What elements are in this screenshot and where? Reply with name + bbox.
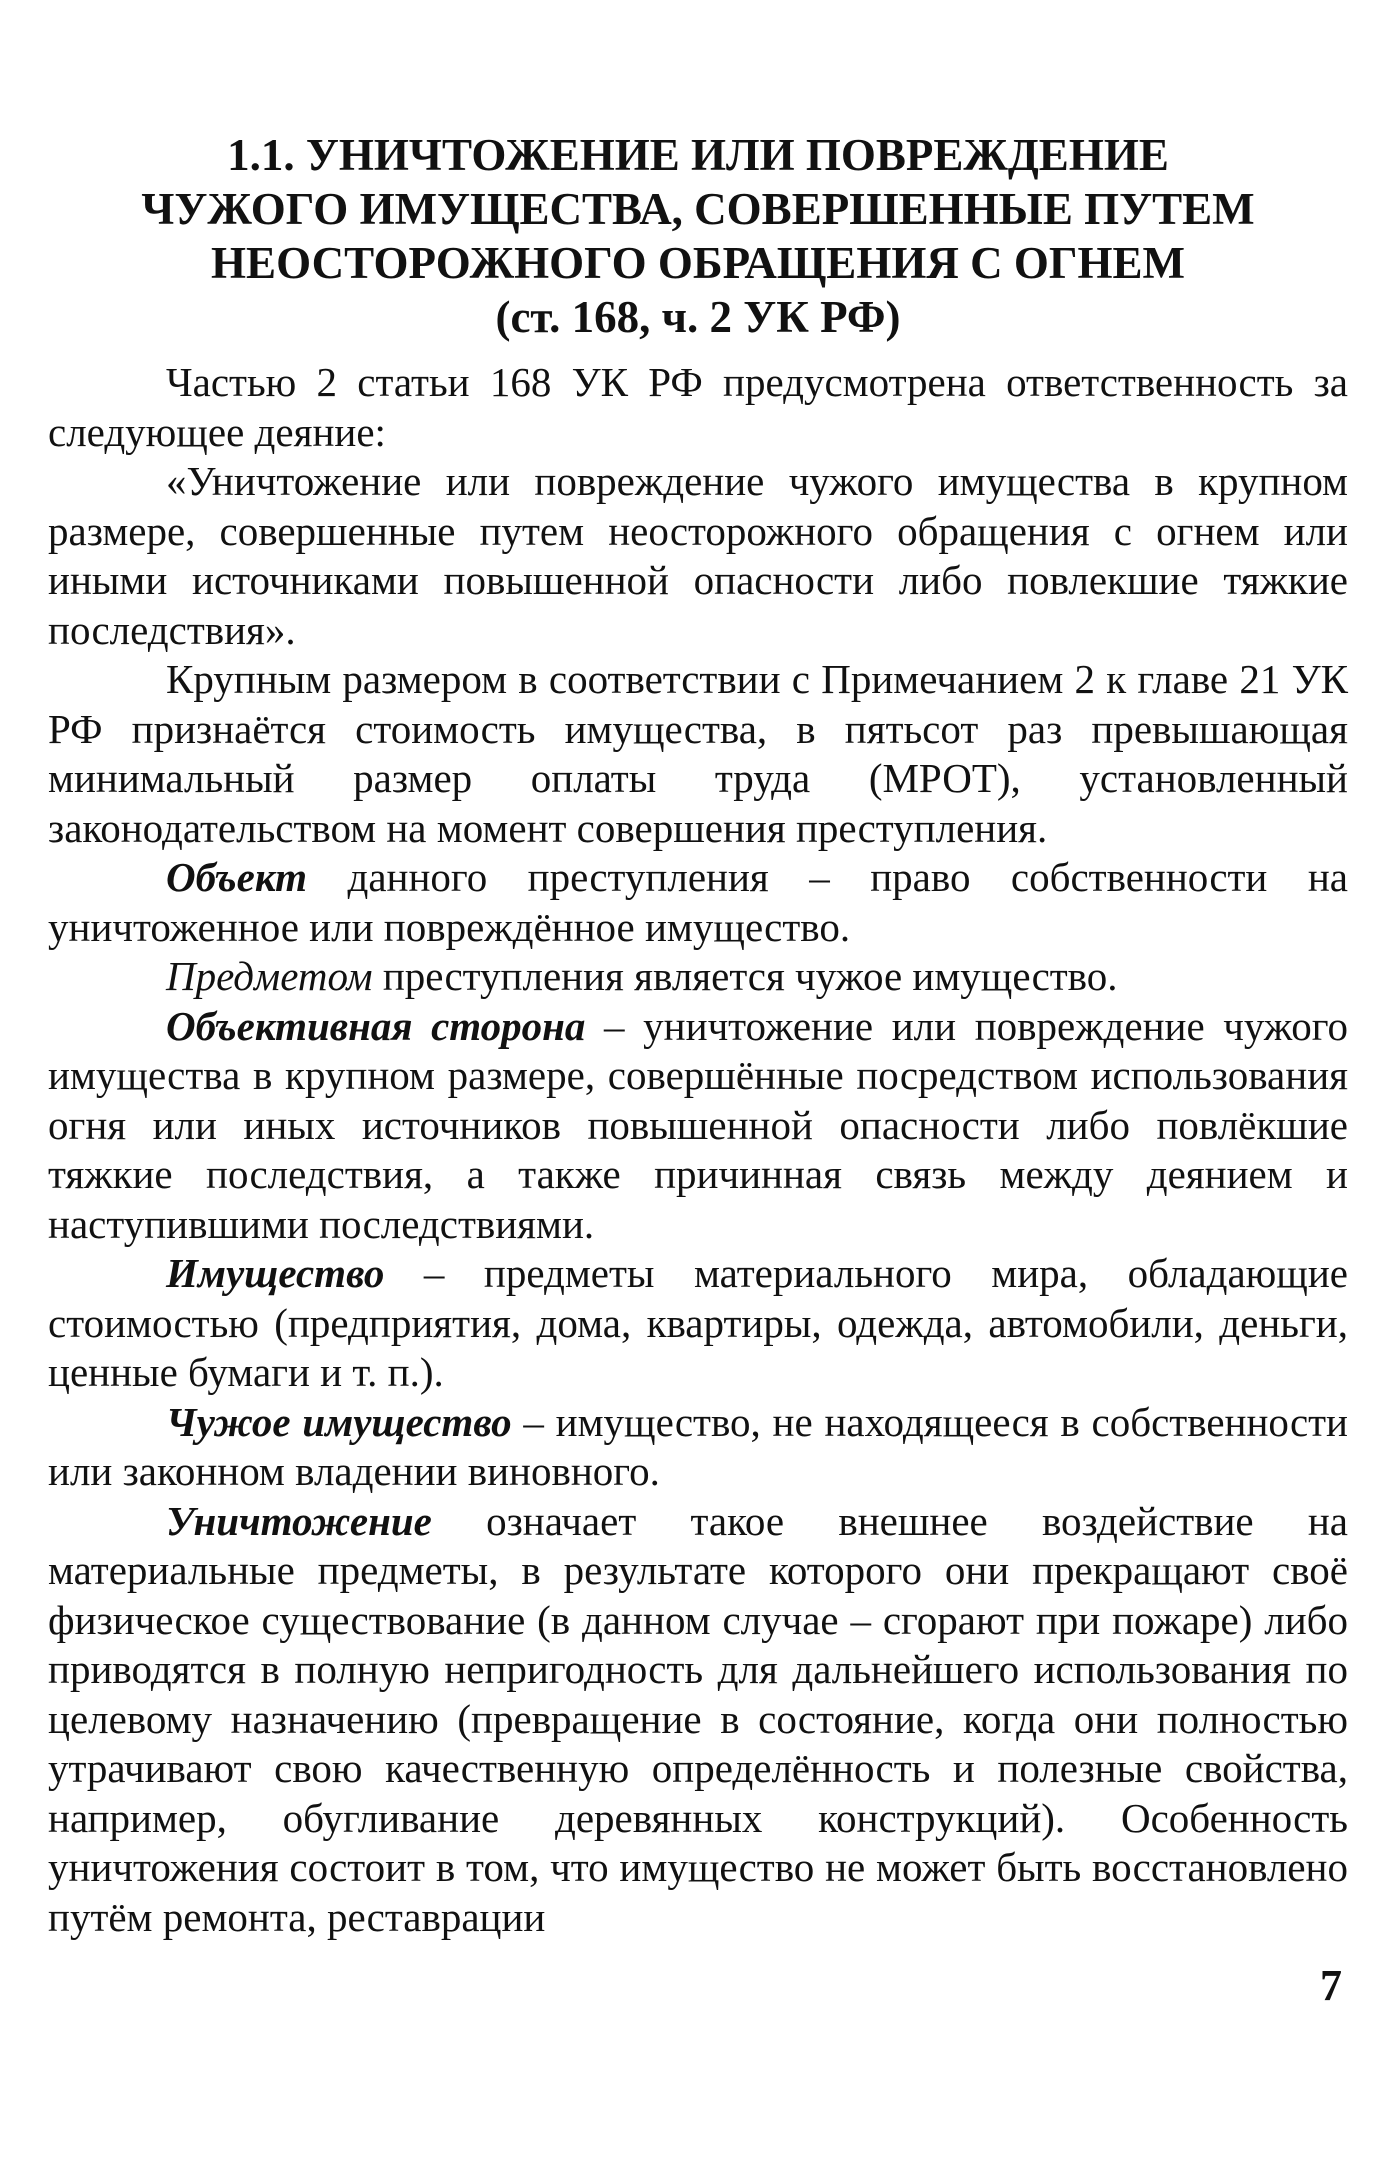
term-property: Имущество	[166, 1250, 385, 1296]
page-number: 7	[1320, 1961, 1342, 2010]
section-title	[48, 128, 1348, 344]
term-foreign-property: Чужое имущество	[166, 1398, 512, 1445]
paragraph-destruction-text: означает такое внешнее воздействие на материальные предметы, в результате которого они прекращают своё физическое существование (в данном случае – сгорают при пожаре) либо приводятся в полную непригодность для дальнейшего использования по целевому назначению (превращение в состояние, когда они полностью утрачивают свою качественную определённость и полезные свойства, например, обугливание деревянных конструкций). Особенность уничтожения состоит в том, что имущество не может быть восстановлено путём ремонта, реставрации	[48, 1497, 1348, 1940]
paragraph-object-text: данного преступления – право собственности на уничтоженное или повреждённое имущество.	[48, 854, 1348, 950]
paragraph-foreign-property-text: – имущество, не находящееся в собственности или законном владении виновного.	[48, 1398, 1348, 1494]
term-object: Объект	[166, 854, 307, 900]
paragraph-intro: Частью 2 статьи 168 УК РФ предусмотрена ответственность за следующее деяние:	[48, 359, 1348, 455]
paragraph-subject	[48, 952, 1348, 1002]
paragraph-objective-side-text: – уничтожение или повреждение чужого имущества в крупном размере, совершённые посредством использования огня или иных источников повышенной опасности либо повлёкшие тяжкие последствия, а также причинная связь между деянием и наступившими последствиями.	[48, 1002, 1348, 1247]
paragraph-property	[48, 1249, 1348, 1398]
document-page	[48, 128, 1348, 1942]
paragraph-object	[48, 853, 1348, 952]
paragraph-foreign-property	[48, 1398, 1348, 1497]
paragraph-quote: «Уничтожение или повреждение чужого имущества в крупном размере, совершенные путем неосторожного обращения с огнем или иными источниками повышенной опасности либо повлекшие тяжкие последствия».	[48, 458, 1348, 653]
section-title-line: НЕОСТОРОЖНОГО ОБРАЩЕНИЯ С ОГНЕМ	[211, 238, 1185, 288]
term-destruction: Уничтожение	[166, 1497, 432, 1544]
section-title-line: 1.1. УНИЧТОЖЕНИЕ ИЛИ ПОВРЕЖДЕНИЕ	[227, 130, 1169, 180]
section-title-article-ref: (ст. 168, ч. 2 УК РФ)	[495, 292, 901, 342]
term-objective-side: Объективная сторона	[166, 1002, 586, 1049]
paragraph-property-text: – предметы материального мира, обладающие стоимостью (предприятия, дома, квартиры, одежда, автомобили, деньги, ценные бумаги и т. п.).	[48, 1250, 1348, 1395]
paragraph-large-size: Крупным размером в соответствии с Примечанием 2 к главе 21 УК РФ признаётся стоимость имущества, в пятьсот раз превышающая минимальный размер оплаты труда (МРОТ), установленный законодательством на момент совершения преступления.	[48, 656, 1348, 851]
section-title-line: ЧУЖОГО ИМУЩЕСТВА, СОВЕРШЕННЫЕ ПУТЕМ	[141, 184, 1255, 234]
paragraph-objective-side	[48, 1002, 1348, 1250]
paragraph-subject-text: преступления является чужое имущество.	[372, 953, 1118, 999]
paragraph-destruction	[48, 1497, 1348, 1943]
term-subject: Предметом	[166, 953, 373, 999]
